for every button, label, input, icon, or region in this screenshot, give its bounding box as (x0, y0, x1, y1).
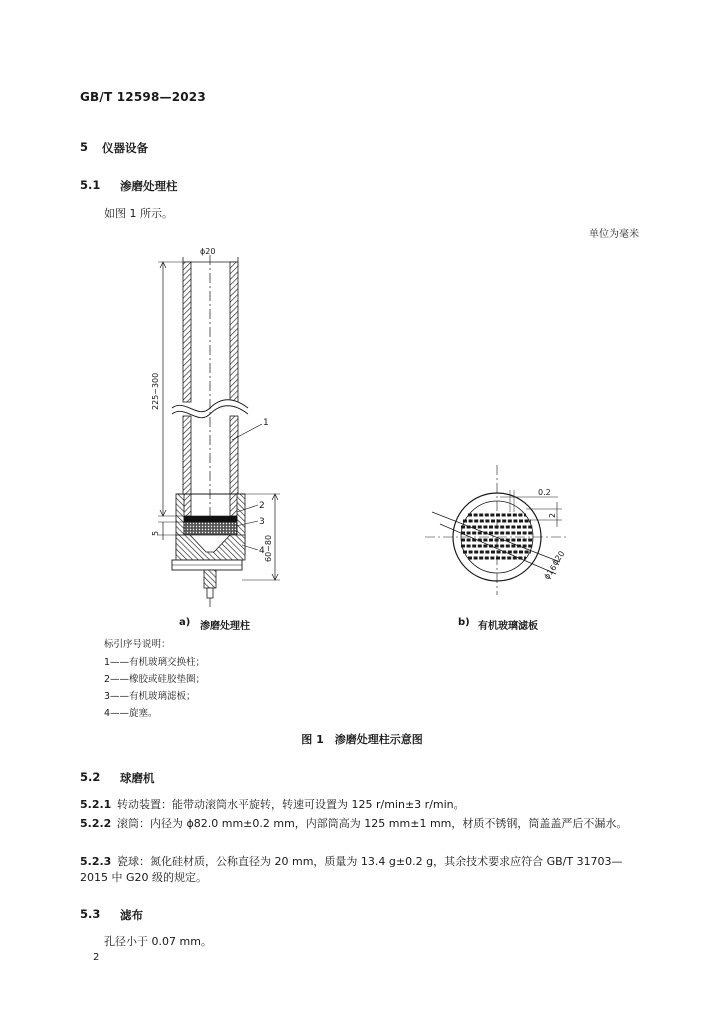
dim-diameter-a: ϕ20 (200, 247, 216, 256)
figure-caption: 图 1 渗磨处理柱示意图 (301, 733, 423, 746)
dim-spacing: 0.2 (538, 488, 551, 497)
section-5-1-body: 如图 1 所示。 (104, 207, 173, 220)
caption-b: 有机玻璃滤板 (478, 621, 538, 632)
legend-item: 1——有机玻璃交换柱； (104, 657, 206, 668)
section-5-number: 5 (80, 140, 89, 154)
callout-2: 2 (259, 501, 265, 511)
dim-base-height: 60~80 (264, 534, 273, 562)
callout-4: 4 (259, 546, 265, 556)
section-5-2-number: 5.2 (80, 770, 101, 784)
section-5-1-title: 渗磨处理柱 (120, 179, 178, 193)
legend-item: 4——旋塞。 (104, 708, 158, 719)
callout-3: 3 (259, 517, 265, 527)
callout-1: 1 (263, 418, 269, 428)
dim-inner-diameter: ϕ16 (542, 563, 559, 582)
section-5-2-title: 球磨机 (120, 771, 155, 785)
dim-outer-diameter: ϕ20 (550, 549, 567, 568)
section-5-1-number: 5.1 (80, 178, 101, 192)
clause-5-2-3-text: 瓷球：氮化硅材质，公称直径为 20 mm，质量为 13.4 g±0.2 g，其余技术要求应符合 GB/T 31703—2015 中 G20 级的规定。 (80, 855, 623, 884)
section-5-title: 仪器设备 (102, 141, 148, 155)
legend-item: 2——橡胶或硅胶垫圈； (104, 674, 206, 685)
clause-5-2-2-text: 滚筒：内径为 ϕ82.0 mm±0.2 mm，内部筒高为 125 mm±1 mm，材质不锈钢，筒盖盖严后不漏水。 (117, 817, 628, 830)
clause-5-2-1-text: 转动装置：能带动滚筒水平旋转，转速可设置为 125 r/min±3 r/min。 (117, 798, 465, 811)
dim-length: 225~300 (151, 372, 160, 410)
caption-b-label: b) (458, 617, 470, 628)
clause-5-2-1-number: 5.2.1 (80, 798, 112, 811)
unit-note: 单位为毫米 (589, 229, 639, 240)
page-number: 2 (93, 952, 100, 963)
standard-number: GB/T 12598—2023 (80, 90, 206, 104)
caption-a-label: a) (179, 617, 191, 628)
column-drawing (158, 255, 280, 610)
legend-title: 标引序号说明： (104, 639, 171, 650)
section-5-3-title: 滤布 (120, 908, 143, 922)
section-5-3-body: 孔径小于 0.07 mm。 (104, 935, 212, 948)
clause-5-2-3-number: 5.2.3 (80, 855, 112, 868)
section-5-3-number: 5.3 (80, 907, 101, 921)
legend-item: 3——有机玻璃滤板； (104, 691, 196, 702)
clause-5-2-2-number: 5.2.2 (80, 817, 112, 830)
caption-a: 渗磨处理柱 (200, 621, 250, 632)
dim-slot: 2 (548, 512, 557, 518)
dim-bottom-gap: 5 (151, 530, 160, 536)
